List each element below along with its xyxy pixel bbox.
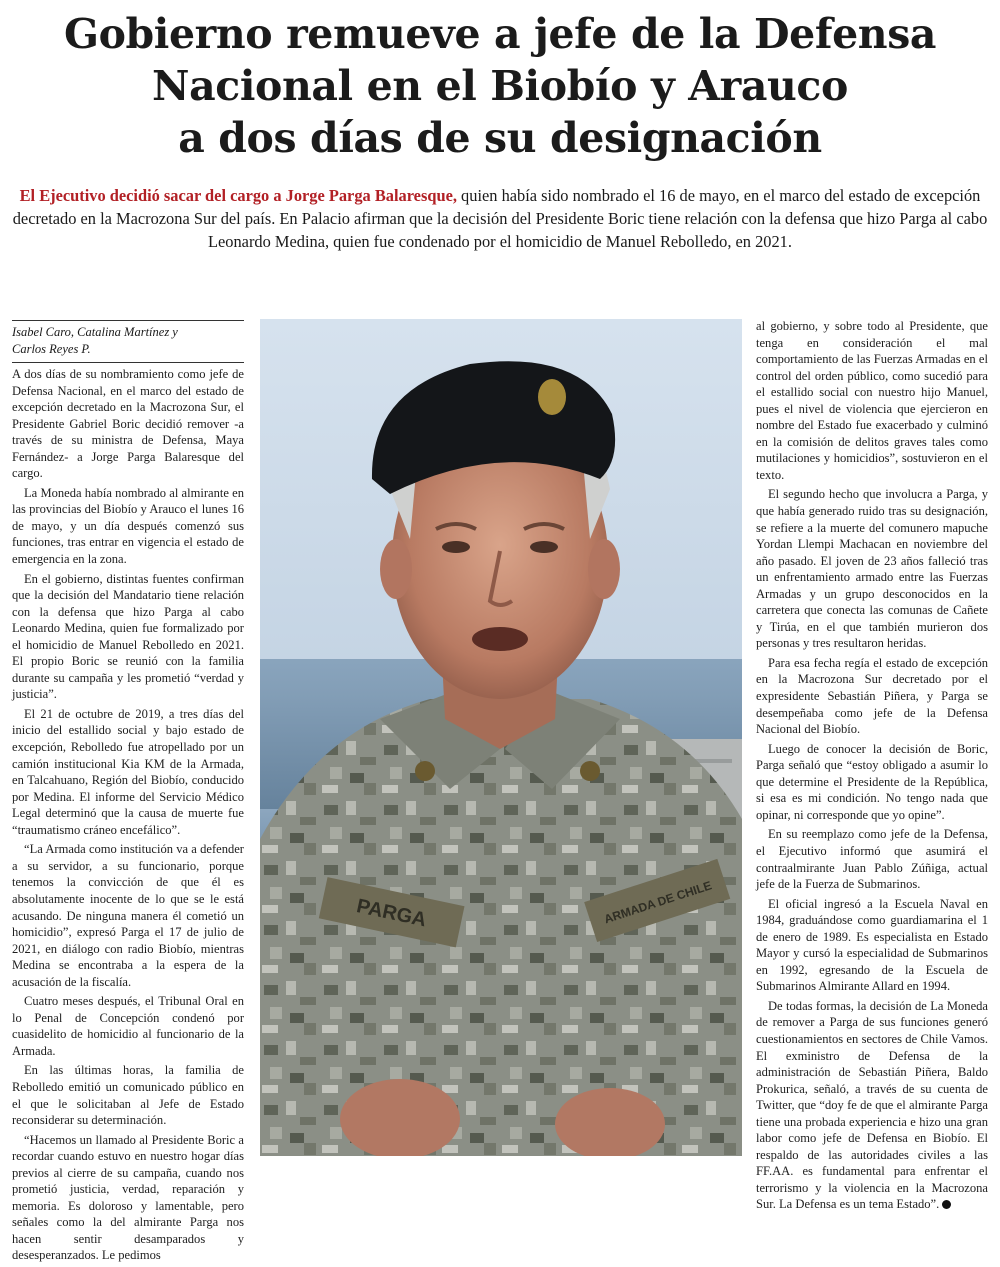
article-paragraph: El oficial ingresó a la Escuela Naval en 1984, graduándose como guardiamarina el 1 de enero de 1989. Es especialista en Estado Mayor y cursó la especialidad de Submarinos en 1992, egresando de la Escuela de Submarinos Almirante Allard en 1994.: [756, 896, 988, 994]
byline: [12, 320, 244, 363]
article-paragraph: A dos días de su nombramiento como jefe de Defensa Nacional, en el marco del estado de excepción decretado en la Macrozona Sur, el Presidente Gabriel Boric decidió remover -a través de su ministra de Defensa, Maya Fernández- a Jorge Parga Balaresque del cargo.: [12, 367, 244, 481]
article-paragraph: Luego de conocer la decisión de Boric, Parga señaló que “estoy obligado a asumir lo que determine el Presidente de la República, si esa es mi condición. No tengo nada que opinar, ni corresponde que yo opine”.: [756, 741, 988, 822]
lede-text: quien había sido nombrado el 16 de mayo, en el marco del estado de excepción decretado en la Macrozona Sur del país. En Palacio afirman que la decisión del Presidente Boric tiene relación con la defensa que hizo Parga al cabo Leonardo Medina, quien fue condenado por el homicidio de Manuel Rebolledo, en 2021.: [12, 186, 988, 251]
officer-portrait-illustration: [260, 319, 742, 1156]
headline-line-1: Gobierno remueve a jefe de la Defensa: [63, 10, 937, 58]
headline: [20, 8, 980, 164]
article-paragraph: El segundo hecho que involucra a Parga, y que había generado ruido tras su designación, se refiere a la muerte del comunero mapuche Yordan Llempi Machacan en noviembre del año pasado. El joven de 23 años falleció tras un enfrentamiento armado entre las Fuerzas Armadas y un grupo desconocidos en la carretera que conecta las comunas de Cañete y Tirúa, en el que también murieron dos personas y tres resultaron heridas.: [756, 487, 988, 651]
byline-line-1: Isabel Caro, Catalina Martínez y: [12, 325, 178, 339]
headline-line-2: Nacional en el Biobío y Arauco: [152, 62, 848, 110]
lede-paragraph: [10, 184, 990, 253]
article-column-1: [12, 366, 244, 1267]
branch-tape-text: ARMADA DE CHILE: [602, 878, 714, 927]
portrait-photo: [260, 319, 742, 1156]
article-paragraph-text: De todas formas, la decisión de La Moneda de remover a Parga de sus funciones generó cuestionamientos en sectores de Chile Vamos. El exministro de Defensa de la administración de Sebastián Piñera, Baldo Prokurica, señaló, a través de su cuenta de Twitter, que “doy fe de que el almirante Parga tiene una probada experiencia e hizo una gran labor como jefe de Defensa en Biobío. El respaldo de las autoridades civiles a las FF.AA. es fundamental para enfrentar el terrorismo y la violencia en la Macrozona Sur. La Defensa es un tema Estado”.: [756, 998, 988, 1212]
end-of-article-mark: [942, 1200, 951, 1209]
headline-line-3: a dos días de su designación: [178, 114, 822, 162]
article-paragraph: al gobierno, y sobre todo al Presidente, que tenga en consideración el mal comportamiento de las Fuerzas Armadas en el control del orden público, como sucedió para el estallido social con nuestro hijo Manuel, pues el nivel de violencia que ejercieron en nombre del Estado fue exacerbado y culminó en la comisión de delitos graves tales como mutilaciones y homicidios”, sostuvieron en el texto.: [756, 319, 988, 482]
article-paragraph: “La Armada como institución va a defender a su servidor, a su funcionario, porque tenemos la convicción de que él es absolutamente inocente de lo que se le está acusando. De ninguna manera él cometió un homicidio”, expresó Parga el 17 de julio de 2021, en diálogo con radio Biobío, mientras Medina se encontraba a la espera de la acusación de la fiscalía.: [12, 842, 244, 989]
article-paragraph: La Moneda había nombrado al almirante en las provincias del Biobío y Arauco el lunes 16 de mayo, y un día después comenzó sus funciones, tras entrar en vigencia el estado de emergencia en la zona.: [12, 485, 244, 567]
byline-line-2: Carlos Reyes P.: [12, 342, 91, 356]
article-paragraph: En el gobierno, distintas fuentes confirman que la decisión del Mandatario tiene relación con la defensa que hizo Parga al cabo Leonardo Medina, quien fue formalizado por el homicidio de Manuel Rebolledo en 2021. El propio Boric se reunió con la familia durante su campaña y les prometió “verdad y justicia”.: [12, 571, 244, 702]
article-paragraph: En su reemplazo como jefe de la Defensa, el Ejecutivo informó que asumirá el contraalmirante Juan Pablo Zúñiga, actual jefe de la Fuerza de Submarinos.: [756, 827, 988, 892]
article-paragraph: El 21 de octubre de 2019, a tres días del inicio del estallido social y bajo estado de excepción, Rebolledo fue atropellado por un camión institucional Kia KM de la Armada, en Talcahuano, Región del Biobío, conducido por Medina. El informe del Servicio Médico Legal determinó que la causa de muerte fue “traumatismo cráneo encefálico”.: [12, 706, 244, 837]
article-paragraph: En las últimas horas, la familia de Rebolledo emitió un comunicado público en el que le solicitaban al Jefe de Estado reconsiderar su determinación.: [12, 1063, 244, 1128]
article-paragraph: “Hacemos un llamado al Presidente Boric a recordar cuando estuvo en nuestro hogar días previos al cierre de su campaña, cuando nos prometió justicia, verdad, reparación y memoria. Es doloroso y lamentable, pero señales como la del almirante Parga nos hacen sentir desamparados y desesperanzados. Le pedimos: [12, 1132, 244, 1263]
article-paragraph: Cuatro meses después, el Tribunal Oral en lo Penal de Concepción condenó por cuasidelito de homicidio al funcionario de la Armada.: [12, 994, 244, 1058]
article-paragraph-last: [756, 998, 988, 1213]
lede-highlight: El Ejecutivo decidió sacar del cargo a Jorge Parga Balaresque,: [19, 186, 457, 205]
article-paragraph: Para esa fecha regía el estado de excepción en la Macrozona Sur decretado por el expresidente Sebastián Piñera, y Parga se desempeñaba como jefe de la Defensa Nacional del Biobío.: [756, 655, 988, 737]
article-column-3: [756, 318, 988, 1216]
name-tape-text: PARGA: [354, 895, 429, 932]
